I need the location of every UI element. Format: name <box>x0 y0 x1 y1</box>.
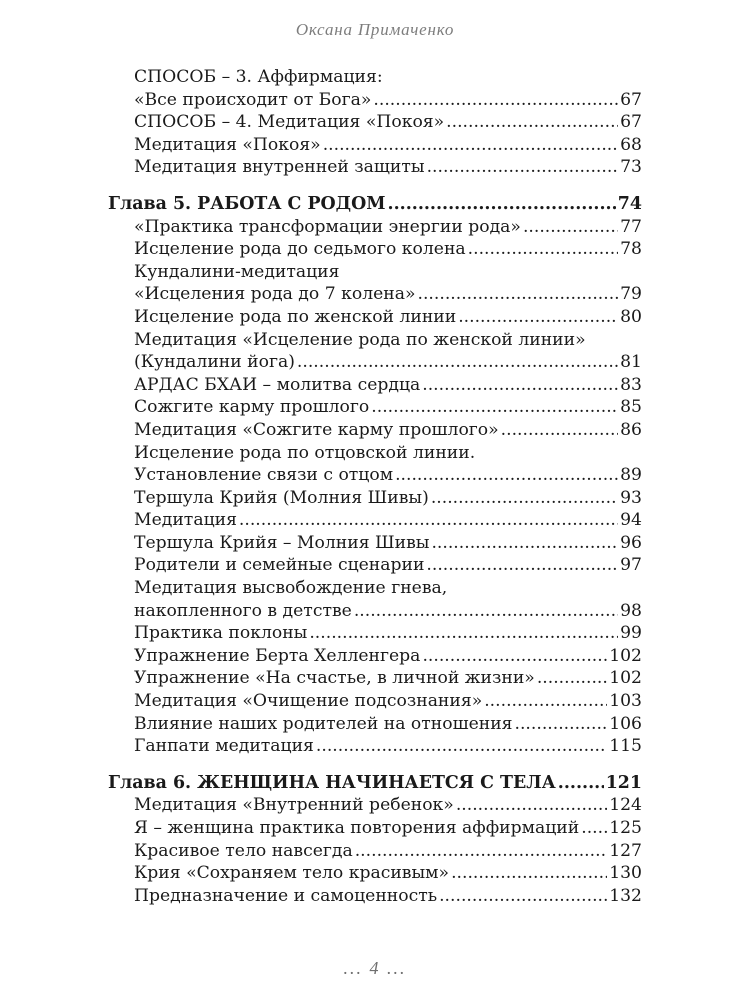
toc-entry-page-number: 106 <box>609 713 642 734</box>
toc-entry-page-number: 68 <box>620 134 642 155</box>
toc-entry-title: Медитация «Покоя» <box>134 134 321 155</box>
dot-leader <box>297 351 618 374</box>
toc-section-entry[interactable] <box>108 554 642 577</box>
toc-entry-title: Я – женщина практика повторения аффирмаций <box>134 818 580 838</box>
toc-entry-page-number: 98 <box>620 600 642 621</box>
dot-leader <box>316 735 607 758</box>
toc-section-entry[interactable] <box>108 817 642 840</box>
toc-entry-page-number: 79 <box>620 284 642 305</box>
toc-entry-title-line: СПОСОБ – 3. Аффирмация: <box>134 67 383 87</box>
chapter-spacer <box>108 179 642 193</box>
toc-section-entry[interactable] <box>108 306 642 329</box>
toc-entry-page-number: 130 <box>609 863 642 884</box>
dot-leader <box>355 840 607 863</box>
toc-entry-title: Упражнение «На счастье, в личной жизни» <box>134 668 535 689</box>
dot-leader <box>309 622 618 645</box>
toc-entry-title: Практика поклоны <box>134 623 308 644</box>
toc-section-entry[interactable] <box>108 283 642 306</box>
toc-section-entry[interactable] <box>108 600 642 623</box>
dot-leader <box>446 111 618 134</box>
toc-section-entry[interactable] <box>108 464 642 487</box>
toc-entry-title: «Исцеления рода до 7 колена» <box>134 284 416 305</box>
toc-section-entry[interactable] <box>108 134 642 157</box>
toc-entry-page-number: 115 <box>609 736 642 757</box>
toc-entry-title-line: Исцеление рода по отцовской линии. <box>134 442 476 463</box>
toc-entry-page-number: 97 <box>620 555 642 576</box>
dot-leader <box>468 238 618 261</box>
toc-entry-title: Глава 5. РАБОТА С РОДОМ <box>108 193 386 214</box>
dot-leader <box>431 532 618 555</box>
toc-entry-title: накопленного в детстве <box>134 600 352 621</box>
toc-entry-page-number: 81 <box>620 352 642 373</box>
toc-entry-page-number: 127 <box>609 840 642 861</box>
toc-section-entry[interactable] <box>108 419 642 442</box>
dot-leader <box>581 817 607 840</box>
toc-section-entry[interactable] <box>108 89 642 112</box>
toc-entry-title: СПОСОБ – 4. Медитация «Покоя» <box>134 112 445 133</box>
toc-section-entry[interactable] <box>108 532 642 555</box>
toc-entry-page-number: 125 <box>609 818 642 838</box>
toc-section-entry[interactable] <box>108 690 642 713</box>
toc-entry-title: Медитация «Сожгите карму прошлого» <box>134 419 499 440</box>
toc-entry-page-number: 85 <box>620 397 642 418</box>
toc-section-entry[interactable] <box>108 645 642 668</box>
dot-leader <box>456 794 607 817</box>
toc-entry-title: Тершула Крийя – Молния Шивы <box>134 532 430 553</box>
toc-entry-page-number: 77 <box>620 216 642 237</box>
toc-section-entry[interactable] <box>108 713 642 736</box>
toc-section-entry[interactable] <box>108 840 642 863</box>
toc-entry-title: Красивое тело навсегда <box>134 840 353 861</box>
toc-section-entry[interactable] <box>108 885 642 908</box>
dot-leader <box>558 772 604 795</box>
toc-section-entry[interactable] <box>108 735 642 758</box>
toc-entry-title: Упражнение Берта Хелленгера <box>134 645 421 666</box>
toc-section-entry[interactable] <box>108 351 642 374</box>
toc-entry-page-number: 124 <box>609 795 642 816</box>
toc-section-entry[interactable] <box>108 396 642 419</box>
dot-leader <box>484 690 607 713</box>
dot-leader <box>431 487 618 510</box>
dot-leader <box>523 216 618 239</box>
dot-leader <box>422 374 618 397</box>
toc-entry-title-line: Медитация «Исцеление рода по женской линии» <box>134 329 586 350</box>
toc-entry-page-number: 73 <box>620 157 642 178</box>
toc-entry-title: «Все происходит от Бога» <box>134 89 372 110</box>
toc-entry-page-number: 78 <box>620 239 642 260</box>
toc-entry-title: Сожгите карму прошлого <box>134 397 370 418</box>
toc-entry-page-number: 121 <box>605 772 642 793</box>
toc-entry-title: Предназначение и самоценность <box>134 885 438 906</box>
page-number: ... 4 ... <box>343 958 407 978</box>
dot-leader <box>422 645 607 668</box>
dot-leader <box>426 554 618 577</box>
toc-entry-title: (Кундалини йога) <box>134 352 295 373</box>
toc-entry-page-number: 102 <box>609 668 642 689</box>
toc-entry-title: Крия «Сохраняем тело красивым» <box>134 863 450 884</box>
table-of-contents <box>108 66 642 907</box>
toc-chapter-entry[interactable] <box>108 193 642 216</box>
toc-section-entry[interactable] <box>108 622 642 645</box>
toc-entry-page-number: 80 <box>620 306 642 327</box>
dot-leader <box>439 885 607 908</box>
toc-section-entry[interactable] <box>108 862 642 885</box>
toc-entry-title: Медитация «Очищение подсознания» <box>134 691 483 712</box>
dot-leader <box>239 509 618 532</box>
toc-chapter-entry[interactable] <box>108 772 642 795</box>
toc-section-entry[interactable] <box>108 667 642 690</box>
dot-leader <box>395 464 618 487</box>
toc-entry-title-line: Кундалини-медитация <box>134 261 340 282</box>
toc-section-entry[interactable] <box>108 509 642 532</box>
dot-leader <box>388 193 616 216</box>
running-header-author: Оксана Примаченко <box>295 20 455 39</box>
toc-section-entry[interactable] <box>108 794 642 817</box>
dot-leader <box>501 419 618 442</box>
toc-entry-title: Родители и семейные сценарии <box>134 555 425 576</box>
toc-entry-title: Медитация <box>134 510 237 531</box>
dot-leader <box>418 283 619 306</box>
dot-leader <box>371 396 618 419</box>
dot-leader <box>537 667 607 690</box>
toc-section-entry[interactable] <box>108 156 642 179</box>
toc-entry-page-number: 96 <box>620 532 642 553</box>
toc-entry-page-number: 67 <box>620 112 642 133</box>
toc-entry-title: Медитация «Внутренний ребенок» <box>134 795 454 816</box>
chapter-spacer <box>108 758 642 772</box>
toc-entry-page-number: 99 <box>620 623 642 644</box>
toc-entry-title: Медитация внутренней защиты <box>134 157 425 178</box>
dot-leader <box>427 156 619 179</box>
toc-section-entry[interactable] <box>108 374 642 397</box>
toc-entry-title: Глава 6. ЖЕНЩИНА НАЧИНАЕТСЯ С ТЕЛА <box>108 772 556 793</box>
dot-leader <box>323 134 618 157</box>
dot-leader <box>451 862 607 885</box>
toc-entry-page-number: 74 <box>617 193 642 214</box>
toc-entry-page-number: 93 <box>620 487 642 508</box>
toc-section-entry[interactable] <box>108 238 642 261</box>
toc-entry-title: Тершула Крийя (Молния Шивы) <box>134 487 429 508</box>
dot-leader <box>354 600 618 623</box>
dot-leader <box>458 306 618 329</box>
toc-entry-page-number: 94 <box>620 510 642 531</box>
toc-section-entry[interactable] <box>108 216 642 239</box>
toc-entry-page-number: 102 <box>609 645 642 666</box>
toc-section-entry[interactable] <box>108 111 642 134</box>
toc-entry-title: «Практика трансформации энергии рода» <box>134 216 521 237</box>
toc-entry-page-number: 86 <box>620 419 642 440</box>
toc-entry-title: Ганпати медитация <box>134 736 314 757</box>
toc-entry-page-number: 89 <box>620 465 642 486</box>
toc-entry-page-number: 67 <box>620 89 642 110</box>
toc-entry-title: Исцеление рода до седьмого колена <box>134 239 466 260</box>
toc-entry-title-line: Медитация высвобождение гнева, <box>134 578 448 599</box>
toc-entry-title: АРДАС БХАИ – молитва сердца <box>134 374 421 395</box>
dot-leader <box>373 89 618 112</box>
toc-entry-page-number: 83 <box>620 374 642 395</box>
toc-section-entry[interactable] <box>108 487 642 510</box>
toc-entry-title: Исцеление рода по женской линии <box>134 306 457 327</box>
toc-entry-title: Влияние наших родителей на отношения <box>134 713 513 734</box>
dot-leader <box>515 713 608 736</box>
toc-entry-page-number: 103 <box>609 691 642 712</box>
toc-entry-title: Установление связи с отцом <box>134 465 394 486</box>
toc-entry-page-number: 132 <box>609 885 642 906</box>
